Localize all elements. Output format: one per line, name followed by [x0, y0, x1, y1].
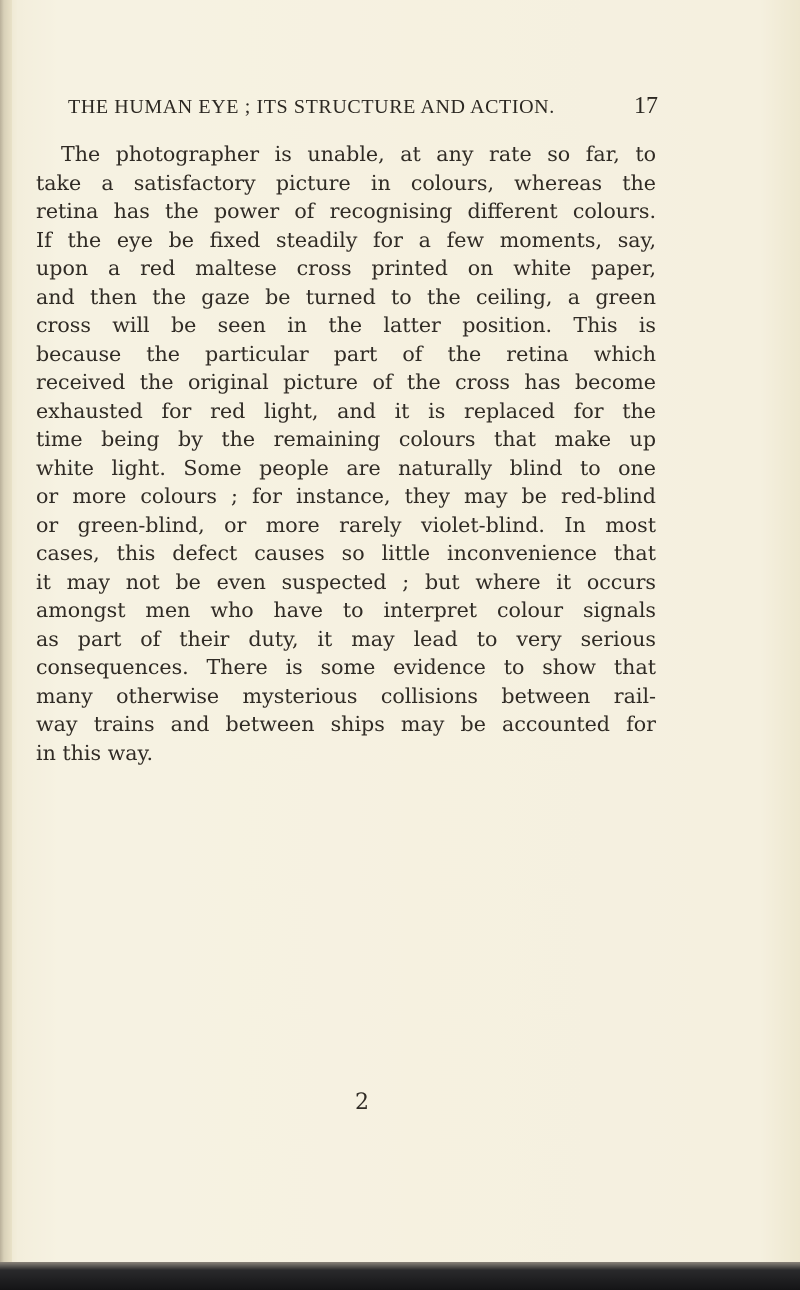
body-paragraph	[36, 140, 656, 767]
text-line: take a satisfactory picture in colours, whereas the	[36, 170, 656, 195]
text-line: cases, this defect causes so little inconvenience that	[36, 541, 656, 565]
text-line: The photographer is unable, at any rate so far, to	[61, 142, 656, 166]
text-line: as part of their duty, it may lead to very serious	[36, 626, 656, 651]
scan-bottom-edge	[0, 1262, 800, 1290]
text-line: it may not be even suspected ; but where it occurs	[36, 569, 656, 594]
text-line: in this way.	[36, 740, 153, 765]
text-line: and then the gaze be turned to the ceiling, a green	[36, 284, 656, 309]
text-line: time being by the remaining colours that make up	[36, 427, 656, 451]
text-line: cross will be seen in the latter position. This is	[36, 313, 656, 337]
page-number: 17	[634, 93, 658, 119]
text-line: because the particular part of the retina which	[36, 341, 656, 366]
text-line: If the eye be fixed steadily for a few moments, say,	[36, 227, 656, 252]
running-head-title: THE HUMAN EYE ; ITS STRUCTURE AND ACTION.	[68, 96, 555, 118]
text-line: amongst men who have to interpret colour signals	[36, 598, 656, 622]
text-line: white light. Some people are naturally blind to one	[36, 455, 656, 480]
text-line: upon a red maltese cross printed on white paper,	[36, 256, 656, 280]
text-line: or green-blind, or more rarely violet-blind. In most	[36, 512, 656, 537]
signature-mark: 2	[355, 1090, 369, 1115]
text-line: exhausted for red light, and it is replaced for the	[36, 398, 656, 423]
running-head	[68, 93, 658, 120]
binding-edge	[0, 0, 12, 1290]
text-line: many otherwise mysterious collisions between rail-	[36, 683, 656, 708]
text-line: way trains and between ships may be accounted for	[36, 712, 656, 736]
text-line: retina has the power of recognising different colours.	[36, 199, 656, 223]
text-line: received the original picture of the cross has become	[36, 370, 656, 394]
text-line: or more colours ; for instance, they may be red-blind	[36, 484, 656, 508]
text-line: consequences. There is some evidence to show that	[36, 655, 656, 679]
